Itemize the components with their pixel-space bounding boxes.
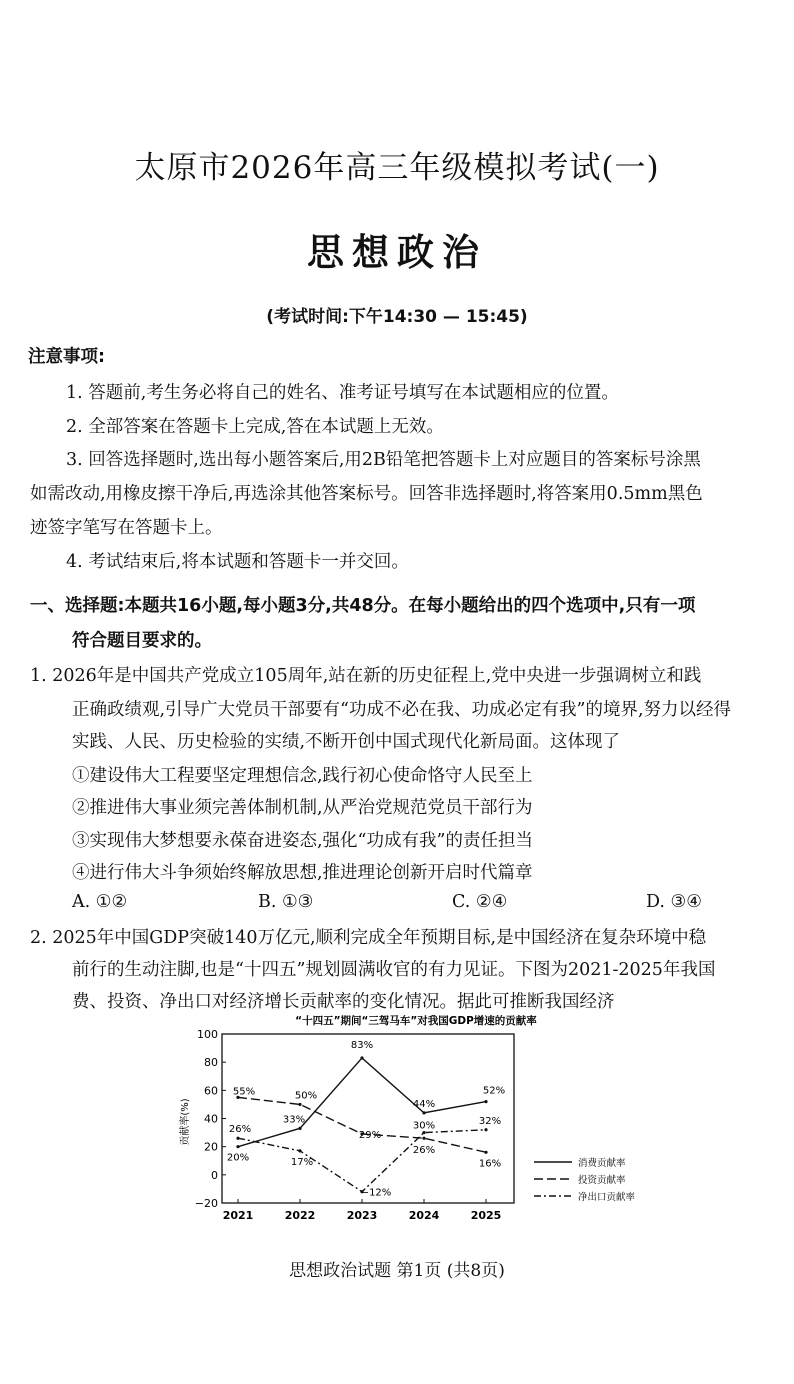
exam-time: (考试时间:下午14:30 — 15:45) xyxy=(266,307,528,327)
data-label: 55% xyxy=(232,1086,256,1098)
data-label: 32% xyxy=(478,1115,502,1127)
data-point xyxy=(236,1137,239,1140)
contribution-rate-chart xyxy=(176,1012,676,1227)
y-tick-label: 80 xyxy=(204,1056,218,1070)
data-label: 44% xyxy=(412,1098,436,1110)
data-label: 29% xyxy=(358,1129,382,1141)
data-label: 26% xyxy=(228,1124,252,1136)
chart-title: “十四五”期间“三驾马车”对我国GDP增速的贡献率 xyxy=(295,1015,537,1027)
subject-title: 思想政治 xyxy=(307,231,487,274)
data-point xyxy=(422,1111,425,1114)
y-tick-label: 60 xyxy=(204,1084,218,1098)
data-point xyxy=(422,1137,425,1140)
data-label: 26% xyxy=(412,1145,436,1157)
data-point xyxy=(484,1128,487,1131)
y-tick-label: 0 xyxy=(211,1168,218,1182)
notice-item-1: 1. 答题前,考生务必将自己的姓名、准考证号填写在本试题相应的位置。 xyxy=(66,383,619,403)
chart-y-axis-label: 贡献率(%) xyxy=(180,1098,191,1146)
data-label: 50% xyxy=(294,1090,318,1102)
x-tick-label: 2022 xyxy=(284,1209,316,1222)
data-label: −12% xyxy=(360,1187,392,1199)
q1-option-b: B. ①③ xyxy=(258,892,314,912)
data-label: 20% xyxy=(226,1152,250,1164)
chart-marks xyxy=(195,1028,636,1222)
data-point xyxy=(484,1151,487,1154)
data-label: 52% xyxy=(482,1085,506,1097)
q2-stem-line-1: 2. 2025年中国GDP突破140万亿元,顺利完成全年预期目标,是中国经济在复杂环境中稳 xyxy=(30,928,707,948)
data-label: 33% xyxy=(282,1114,306,1126)
section-heading-cont: 符合题目要求的。 xyxy=(72,631,212,651)
q2-stem-line-2: 前行的生动注脚,也是“十四五”规划圆满收官的有力见证。下图为2021-2025年我国 xyxy=(72,960,716,980)
y-tick-label: 20 xyxy=(204,1140,218,1154)
q1-stem-line-3: 实践、人民、历史检验的实绩,不断开创中国式现代化新局面。这体现了 xyxy=(72,732,621,752)
q1-statement-2: ②推进伟大事业须完善体制机制,从严治党规范党员干部行为 xyxy=(72,798,533,818)
q1-statement-3: ③实现伟大梦想要永葆奋进姿态,强化“功成有我”的责任担当 xyxy=(72,831,533,851)
legend-entry: 净出口贡献率 xyxy=(578,1192,636,1203)
x-tick-label: 2021 xyxy=(222,1209,254,1222)
q1-stem-line-2: 正确政绩观,引导广大党员干部要有“功成不必在我、功成必定有我”的境界,努力以经得 xyxy=(72,700,732,720)
x-tick-label: 2025 xyxy=(470,1209,502,1222)
legend-entry: 消费贡献率 xyxy=(578,1158,626,1169)
data-point xyxy=(298,1127,301,1130)
q1-option-a: A. ①② xyxy=(72,892,128,912)
notice-heading: 注意事项: xyxy=(28,347,105,367)
data-label: 30% xyxy=(412,1120,436,1132)
y-tick-label: 100 xyxy=(197,1028,218,1041)
data-point xyxy=(298,1149,301,1152)
page-footer: 思想政治试题 第1页 (共8页) xyxy=(289,1261,505,1281)
chart-plot-frame xyxy=(222,1034,514,1203)
exam-title: 太原市2026年高三年级模拟考试(一) xyxy=(134,150,660,186)
x-tick-label: 2023 xyxy=(346,1209,378,1222)
data-label: 83% xyxy=(350,1039,374,1051)
notice-item-3-cont: 如需改动,用橡皮擦干净后,再选涂其他答案标号。回答非选择题时,将答案用0.5mm黑色 xyxy=(30,484,703,504)
data-label: 17% xyxy=(290,1156,314,1168)
data-point xyxy=(360,1056,363,1059)
y-tick-label: −20 xyxy=(194,1197,218,1210)
q1-statement-1: ①建设伟大工程要坚定理想信念,践行初心使命恪守人民至上 xyxy=(72,766,533,786)
notice-item-2: 2. 全部答案在答题卡上完成,答在本试题上无效。 xyxy=(66,417,444,437)
section-heading: 一、选择题:本题共16小题,每小题3分,共48分。在每小题给出的四个选项中,只有一项 xyxy=(30,596,696,616)
data-point xyxy=(298,1103,301,1106)
q1-option-c: C. ②④ xyxy=(452,892,508,912)
q2-stem-line-3: 费、投资、净出口对经济增长贡献率的变化情况。据此可推断我国经济 xyxy=(72,992,615,1012)
notice-item-3: 3. 回答选择题时,选出每小题答案后,用2B铅笔把答题卡上对应题目的答案标号涂黑 xyxy=(66,450,701,470)
x-tick-label: 2024 xyxy=(408,1209,440,1222)
notice-item-3-cont2: 迹签字笔写在答题卡上。 xyxy=(30,518,223,538)
y-tick-label: 40 xyxy=(204,1112,218,1126)
data-label: 16% xyxy=(478,1158,502,1170)
q1-option-d: D. ③④ xyxy=(646,892,702,912)
legend-entry: 投资贡献率 xyxy=(578,1175,626,1186)
data-point xyxy=(484,1100,487,1103)
data-point xyxy=(236,1145,239,1148)
q1-stem-line-1: 1. 2026年是中国共产党成立105周年,站在新的历史征程上,党中央进一步强调树立和践 xyxy=(30,666,702,686)
q1-statement-4: ④进行伟大斗争须始终解放思想,推进理论创新开启时代篇章 xyxy=(72,863,533,883)
notice-item-4: 4. 考试结束后,将本试题和答题卡一并交回。 xyxy=(66,552,409,572)
series-line-2 xyxy=(238,1097,486,1152)
